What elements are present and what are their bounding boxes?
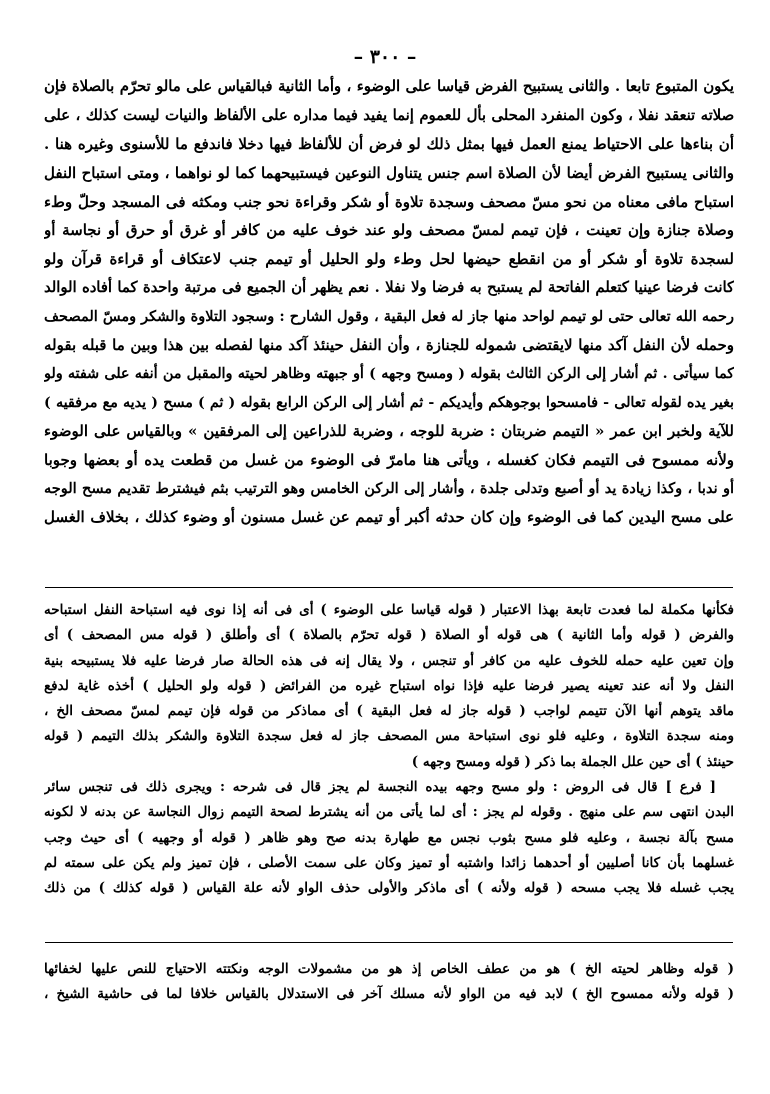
main-text-line: أن بناءها على الاحتياط يمنع العمل فيها بمثل ذلك لو فرض أن للألفاظ فيها دخلا فاندفع ما للأسنوى وغيره هنا . — [44, 135, 734, 154]
footnote-divider — [45, 942, 733, 943]
main-text-line: كما سيأتى . ثم أشار إلى الركن الثالث بقوله ( ومسح وجهه ) أو جبهته وظاهر لحيته والمقبل من أنفه على شفته ولو — [44, 365, 734, 382]
main-text-line: صلاته تنعقد نفلا ، وكون المنفرد المحلى بأل للعموم إنما يفيد فيما مداره على الألفاظ والنيات ليست كذلك ، على — [44, 106, 734, 124]
main-text-line: يكون المتبوع تابعا . والثانى يستبيح الفرض قياسا على الوضوء ، وأما الثانية فبالقياس على مالو تحرّم بالصلاة فإن — [44, 78, 734, 95]
commentary-line: ماقد يتوهم أنها الآن تتيمم لواجب ( قوله جاز له فعل البقية ) أى مماذكر من قوله فإن تيمم لمسّ مصحف الخ ، — [44, 703, 734, 720]
footnote-line: ( قوله وظاهر لحيته الخ ) هو من عطف الخاص إذ هو من مشمولات الوجه ونكتته الاحتياج للنص عليها لخفائها — [44, 961, 734, 977]
main-text-line: وحمله لأن النفل آكد منها لايقتضى شموله للجنازة ، وأن النفل حينئذ آكد منها لفصله بين هذا وبين ما قبله بقوله — [44, 336, 734, 355]
footnote-divider — [45, 587, 733, 588]
main-text-line: رحمه الله تعالى حتى لو تيمم لواحد منها جاز له فعل البقية ، وقول الشارح : وسجود التلاوة والشكر ومسّ المصحف — [44, 307, 734, 325]
main-text-line: استباح مافى معناه من نحو مسّ مصحف وسجدة تلاوة أو شكر وقراءة نحو جنب ومكثه فى المسجد وحلّ وطء — [44, 192, 734, 211]
main-text-line: ولأنه ممسوح فى التيمم فكان كغسله ، ويأتى هنا مامرّ فى الوضوء من غسل من قطعت يده أو بعضها وجوبا — [44, 450, 734, 469]
main-text-line: للآية ولخبر ابن عمر « التيمم ضربتان : ضربة للوجه ، وضربة للذراعين إلى المرفقين » وبالقياس على الوضوء — [44, 422, 734, 441]
commentary-line: البدن انتهى سم على منهج . وقوله لم يجز : أى لما يأتى من أنه يشترط لصحة التيمم زوال النجاسة عن بدنه لا لكونه — [44, 804, 734, 821]
commentary-line: والفرض ( قوله وأما الثانية ) هى قوله أو الصلاة ( قوله تحرّم بالصلاة ) أى وأطلق ( قوله مس المصحف ) أى — [44, 627, 734, 644]
main-text-line: لسجدة تلاوة أو شكر أو من انقطع حيضها لحل وطء ولو الحليل أو تيمم جنب لاعتكاف أو قراءة قرآن ولو — [44, 250, 734, 269]
main-text-line: كانت فرضا عينيا كتعلم الفاتحة لم يستبح به فرضا ولا نفلا . نعم يظهر أن الجميع فى مرتبة واحدة كما أفاده الوالد — [44, 278, 734, 296]
main-text-line: على مسح اليدين كما فى الوضوء وإن كان حدثه أكبر أو تيمم عن غسل مسنون أو وضوء كذلك ، بخلاف الغسل — [44, 508, 734, 527]
page-number: – ٣٠٠ – — [353, 46, 417, 68]
commentary-line: ومنه سجدة التلاوة ، وعليه فلو نوى استباحة مس المصحف جاز له فعل سجدة التلاوة والشكر بذلك التيمم ( قوله — [44, 728, 734, 745]
footnote-line: ( قوله ولأنه ممسوح الخ ) لابد فيه من الواو لأنه مسلك آخر فى الاستدلال بالقياس خلافا لما فى حاشية الشيخ ، — [44, 986, 734, 1003]
commentary-line: [ فرع ] قال فى الروض : ولو مسح وجهه بيده النجسة لم يجز قال فى شرحه : ويجرى ذلك فى تنجس سائر — [44, 779, 716, 796]
commentary-line: حينئذ ) أى حين علل الجملة بما ذكر ( قوله ومسح وجهه ) — [411, 753, 734, 770]
commentary-line: فكأنها مكملة لما فعدت تابعة بهذا الاعتبار ( قوله قياسا على الوضوء ) أى فى أنه إذا نوى فيه استباحة النفل استباحه — [44, 602, 734, 618]
commentary-line: غسلهما بأن كانا أصليين أو أحدهما زائدا واشتبه أو تميز وكان على سمت الأصلى ، فإن تميز ولم يكن على سمته لم — [44, 854, 734, 871]
main-text-line: بغير يده لقوله تعالى - فامسحوا بوجوهكم وأيديكم - ثم أشار إلى الركن الرابع بقوله ( ثم ) مسح ( يديه مع مرفقيه ) — [44, 394, 734, 411]
main-text-line: والثانى يستبيح الفرض أيضا لأن الصلاة اسم جنس يتناول النوعين فيستبيحهما كما لو نواهما ، ومتى استباح النفل — [44, 164, 734, 183]
main-text-line: وصلاة جنازة وإن تعينت ، فإن تيمم لمسّ مصحف ولو عند خوف عليه من كافر أو غرق أو حرق أو نجاسة أو — [44, 221, 734, 240]
commentary-line: النفل ولا أنه عند تعينه يصير فرضا عليه فإذا نواه استباح غيره من الفرائض ( قوله ولو الحليل ) أخذه غاية لدفع — [44, 677, 734, 694]
main-text-line: أو ندبا ، وكذا زيادة يد أو أصبع وتدلى جلدة ، وأشار إلى الركن الخامس وهو الترتيب بثم فيشترط تقديم مسح الوجه — [44, 479, 734, 497]
footnote-block — [44, 957, 734, 1008]
main-text — [44, 73, 734, 532]
commentary-line: وإن تعين عليه حمله للخوف عليه من كافر أو تنجس ، ولا يقال إنه فى هذه الحالة صار فرضا عليه فلا يستبيحه بنية — [44, 652, 734, 669]
commentary-line: مسح بآلة نجسة ، وعليه فلو مسح بثوب نجس مع طهارة بدنه صح وهو ظاهر ( قوله أو وجهيه ) أى حيث وجب — [44, 829, 734, 846]
commentary-line: يجب غسله فلا يجب مسحه ( قوله ولأنه ) أى ماذكر والأولى حذف الواو لأنه علة القياس ( قوله كذلك ) من ذلك — [44, 880, 734, 897]
commentary-block — [44, 598, 734, 902]
